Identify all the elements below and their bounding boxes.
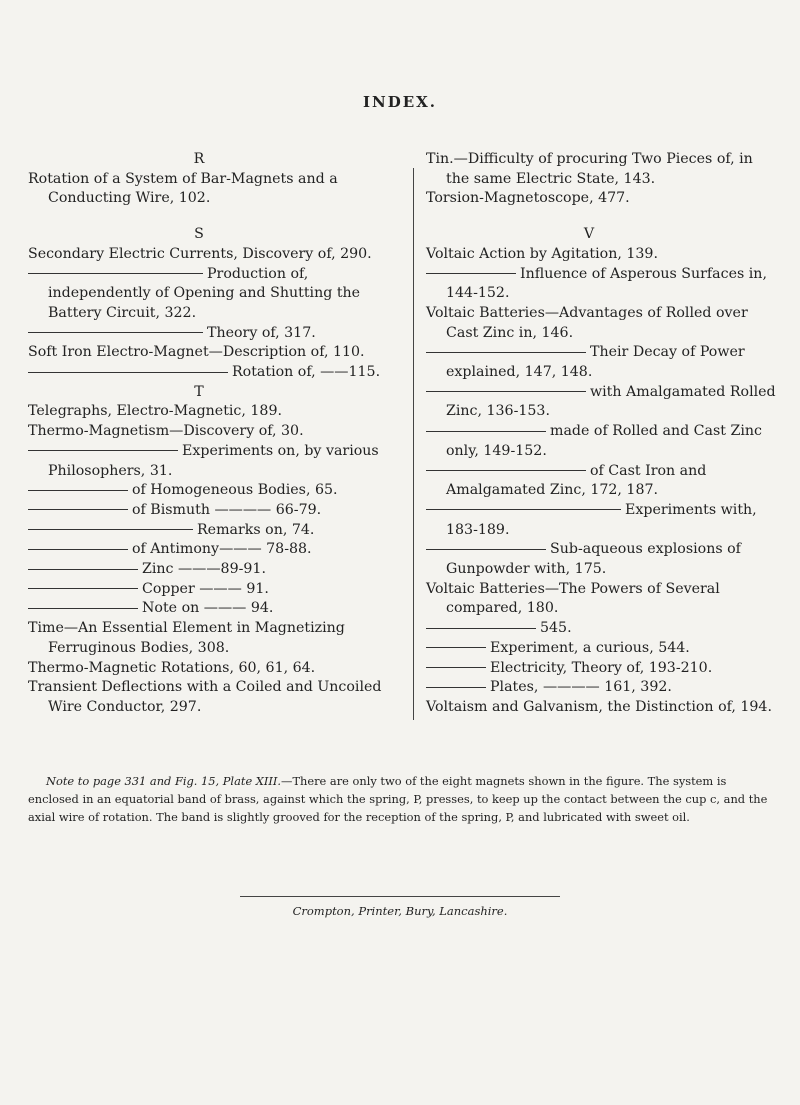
- index-entry: [28, 402, 396, 422]
- index-entry: [28, 521, 396, 541]
- section-letter: V: [583, 226, 595, 243]
- index-entry: [426, 540, 778, 579]
- index-entry: [28, 501, 396, 521]
- ditto-rule: [28, 273, 203, 274]
- index-entry-text: Secondary Electric Currents, Discovery of, 290.: [28, 245, 372, 262]
- index-entry-text: of Cast Iron and Amalgamated Zinc, 172, 187.: [446, 462, 707, 499]
- section-gap: [426, 209, 778, 225]
- index-entry: [28, 560, 396, 580]
- footer-rule: [240, 896, 560, 897]
- index-entry: [426, 304, 778, 343]
- index-entry: [426, 659, 778, 679]
- index-entry-text: Zinc ———89-91.: [142, 561, 266, 578]
- index-entry-text: Experiments with, 183-189.: [446, 501, 757, 538]
- index-entry-text: Telegraphs, Electro-Magnetic, 189.: [28, 403, 282, 420]
- ditto-rule: [28, 372, 228, 373]
- index-entry: [28, 619, 396, 658]
- section-letter: R: [193, 151, 205, 167]
- ditto-rule: [426, 628, 536, 629]
- index-entry-text: Soft Iron Electro-Magnet—Description of, 110.: [28, 344, 365, 361]
- index-entry-text: Theory of, 317.: [207, 324, 316, 341]
- index-entry-text: Plates, ———— 161, 392.: [490, 679, 672, 696]
- ditto-rule: [28, 332, 203, 333]
- index-entry-text: of Antimony——— 78-88.: [132, 541, 312, 558]
- index-entry: [28, 540, 396, 560]
- index-entry-text: Influence of Asperous Surfaces in, 144-152.: [446, 265, 767, 302]
- ditto-rule: [426, 549, 546, 550]
- index-entry: [426, 501, 778, 540]
- index-entry-text: Voltaism and Galvanism, the Distinction of, 194.: [426, 698, 772, 715]
- index-entry: [28, 678, 396, 717]
- ditto-rule: [28, 588, 138, 589]
- footnote: [28, 772, 780, 826]
- index-entry: [426, 343, 778, 382]
- index-entry-text: Torsion-Magnetoscope, 477.: [426, 190, 630, 207]
- footnote-body: —There are only two of the eight magnets shown in the figure. The system is enclosed in an equatorial band of brass, against which the spring, P, presses, to keep up the contact between the cup c, and the axial wire of rotation. The band is slightly grooved for the reception of the spring, P, and lubricated with sweet oil.: [28, 774, 768, 824]
- index-entry-text: Electricity, Theory of, 193-210.: [490, 659, 713, 676]
- ditto-rule: [28, 490, 128, 491]
- index-left-column: [28, 150, 396, 718]
- index-entry-text: Voltaic Action by Agitation, 139.: [426, 245, 658, 262]
- index-entry: [426, 698, 778, 718]
- ditto-rule: [426, 687, 486, 688]
- index-entry: [426, 580, 778, 619]
- index-entry: [28, 324, 396, 344]
- footnote-lead: Note to page 331 and Fig. 15, Plate XIII.: [46, 774, 282, 788]
- section-gap: [28, 209, 396, 225]
- index-entry-text: Experiments on, by various Philosophers, 31.: [48, 442, 379, 479]
- ditto-rule: [28, 529, 193, 530]
- index-entry: [28, 422, 396, 442]
- index-entry: [28, 343, 396, 363]
- index-entry-text: Transient Deflections with a Coiled and Uncoiled Wire Conductor, 297.: [28, 679, 382, 715]
- index-entry: [28, 481, 396, 501]
- index-entry-text: Thermo-Magnetic Rotations, 60, 61, 64.: [28, 659, 316, 676]
- ditto-rule: [426, 470, 586, 471]
- ditto-rule: [426, 509, 621, 510]
- index-entry: [28, 245, 396, 265]
- ditto-rule: [426, 667, 486, 668]
- index-entry-text: Production of, independently of Opening and Shutting the Battery Circuit, 322.: [48, 265, 361, 321]
- index-entry: [426, 422, 778, 461]
- index-entry: [28, 659, 396, 679]
- index-entry: [28, 580, 396, 600]
- page-title: INDEX.: [362, 93, 438, 111]
- index-entry-text: Tin.—Difficulty of procuring Two Pieces of, in the same Electric State, 143.: [426, 151, 753, 187]
- ditto-rule: [426, 431, 546, 432]
- index-entry-text: Time—An Essential Element in Magnetizing Ferruginous Bodies, 308.: [28, 620, 345, 656]
- index-entry: [426, 639, 778, 659]
- index-entry-text: Copper ——— 91.: [142, 580, 269, 597]
- index-entry-text: of Homogeneous Bodies, 65.: [132, 482, 338, 499]
- index-entry: [28, 363, 396, 383]
- index-entry-text: Thermo-Magnetism—Discovery of, 30.: [28, 423, 304, 440]
- index-entry-text: made of Rolled and Cast Zinc only, 149-152.: [446, 423, 762, 459]
- index-entry: [28, 442, 396, 481]
- printer-imprint: Crompton, Printer, Bury, Lancashire.: [292, 904, 508, 918]
- index-entry-text: Their Decay of Power explained, 147, 148.: [446, 344, 745, 381]
- ditto-rule: [28, 608, 138, 609]
- index-entry-text: Note on ——— 94.: [142, 600, 274, 617]
- index-entry-text: with Amalgamated Rolled Zinc, 136-153.: [446, 383, 776, 420]
- index-entry-text: Remarks on, 74.: [197, 521, 315, 538]
- index-entry: [426, 265, 778, 304]
- index-entry-text: Rotation of, ——115.: [232, 364, 381, 381]
- ditto-rule: [426, 647, 486, 648]
- ditto-rule: [426, 391, 586, 392]
- ditto-rule: [426, 273, 516, 274]
- index-entry-text: Voltaic Batteries—The Powers of Several compared, 180.: [426, 580, 720, 617]
- index-right-column: [426, 150, 778, 718]
- section-letter: T: [194, 383, 204, 400]
- ditto-rule: [28, 450, 178, 451]
- index-entry-text: Experiment, a curious, 544.: [490, 639, 690, 656]
- index-entry: [426, 619, 778, 639]
- index-entry-text: 545.: [540, 620, 572, 637]
- section-letter: S: [194, 226, 204, 243]
- ditto-rule: [28, 509, 128, 510]
- index-entry: [426, 678, 778, 698]
- index-entry: [28, 265, 396, 324]
- index-entry-text: Voltaic Batteries—Advantages of Rolled over Cast Zinc in, 146.: [426, 304, 748, 341]
- index-entry: [426, 150, 778, 189]
- index-entry: [426, 189, 778, 209]
- index-entry: [426, 245, 778, 265]
- column-divider: [413, 168, 414, 720]
- index-entry: [426, 462, 778, 501]
- index-entry-text: Rotation of a System of Bar-Magnets and a Conducting Wire, 102.: [28, 170, 338, 207]
- index-entry: [28, 170, 396, 209]
- index-entry: [426, 383, 778, 422]
- index-entry-text: Sub-aqueous explosions of Gunpowder with, 175.: [446, 541, 741, 578]
- index-entry: [28, 599, 396, 619]
- ditto-rule: [426, 352, 586, 353]
- ditto-rule: [28, 569, 138, 570]
- ditto-rule: [28, 549, 128, 550]
- index-entry-text: of Bismuth ———— 66-79.: [132, 501, 322, 518]
